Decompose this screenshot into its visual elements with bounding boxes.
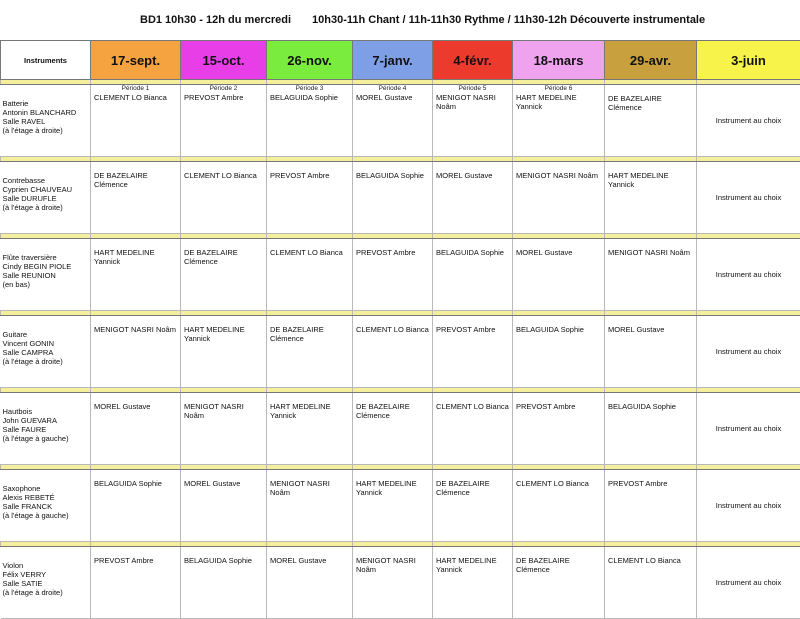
period-label: Période 6 (513, 85, 604, 93)
instrument-line: Salle REUNION (3, 271, 88, 280)
student-name (353, 239, 432, 257)
student-name (513, 470, 604, 488)
rotation-table (0, 40, 800, 619)
student-name-line: Noâm (436, 102, 509, 111)
student-name-line: CLEMENT LO Bianca (608, 556, 693, 565)
student-name-line: BELAGUIDA Sophie (356, 171, 429, 180)
student-name (433, 547, 512, 574)
student-name-line: CLEMENT LO Bianca (184, 171, 263, 180)
instrument-line: (à l'étage à gauche) (3, 511, 88, 520)
student-name (267, 393, 352, 420)
student-cell (433, 393, 513, 465)
table-row (1, 393, 800, 465)
student-name (353, 162, 432, 180)
student-cell (353, 85, 433, 157)
student-cell (267, 316, 353, 388)
table-row (1, 470, 800, 542)
student-name-line: BELAGUIDA Sophie (94, 479, 177, 488)
free-choice-cell: Instrument au choix (697, 85, 800, 157)
student-name-line: MOREL Gustave (356, 93, 429, 102)
student-name-line: MENIGOT NASRI (356, 556, 429, 565)
session-program: 10h30-11h Chant / 11h-11h30 Rythme / 11h30-12h Découverte instrumentale (312, 14, 705, 26)
student-name (513, 93, 604, 111)
student-name-line: PREVOST Ambre (608, 479, 693, 488)
free-choice-cell: Instrument au choix (697, 162, 800, 234)
student-name-line: MOREL Gustave (94, 402, 177, 411)
student-name-line: BELAGUIDA Sophie (270, 93, 349, 102)
student-cell (267, 85, 353, 157)
student-name-line: DE BAZELAIRE (356, 402, 429, 411)
student-name-line: PREVOST Ambre (436, 325, 509, 334)
student-name (267, 316, 352, 343)
instrument-line: Salle CAMPRA (3, 348, 88, 357)
student-name (605, 470, 696, 488)
instrument-cell (1, 470, 91, 542)
student-cell (433, 316, 513, 388)
student-name (353, 316, 432, 334)
instrument-line: Salle FAURE (3, 425, 88, 434)
instrument-line: Hautbois (3, 407, 88, 416)
student-cell (513, 162, 605, 234)
date-header: 4-févr. (433, 41, 513, 80)
instrument-line: Salle SATIE (3, 579, 88, 588)
student-name-line: CLEMENT LO Bianca (270, 248, 349, 257)
student-name (91, 393, 180, 411)
student-cell (605, 85, 697, 157)
student-name (513, 239, 604, 257)
student-name (353, 93, 432, 102)
period-label: Période 3 (267, 85, 352, 93)
instrument-line: Vincent GONIN (3, 339, 88, 348)
student-cell (91, 316, 181, 388)
instrument-line: (à l'étage à droite) (3, 357, 88, 366)
student-cell (181, 239, 267, 311)
student-name (513, 162, 604, 180)
student-cell (513, 316, 605, 388)
student-cell (181, 316, 267, 388)
schedule-header (0, 0, 800, 40)
instrument-line: Contrebasse (3, 176, 88, 185)
student-cell (181, 547, 267, 619)
student-cell (513, 547, 605, 619)
student-name-line: Clémence (356, 411, 429, 420)
student-name-line: Clémence (516, 565, 601, 574)
student-name-line: DE BAZELAIRE (184, 248, 263, 257)
student-name (605, 162, 696, 189)
period-label: Période 5 (433, 85, 512, 93)
student-name-line: Clémence (184, 257, 263, 266)
instrument-line: John GUEVARA (3, 416, 88, 425)
student-name (605, 393, 696, 411)
student-name-line: DE BAZELAIRE (608, 94, 693, 103)
student-name-line: Yannick (436, 565, 509, 574)
instrument-line: Batterie (3, 99, 88, 108)
student-cell (267, 393, 353, 465)
instrument-line: Salle FRANCK (3, 502, 88, 511)
student-name (91, 316, 180, 334)
student-name-line: BELAGUIDA Sophie (436, 248, 509, 257)
student-name-line: HART MEDELINE (608, 171, 693, 180)
instrument-line: Alexis REBETÉ (3, 493, 88, 502)
student-name-line: Noâm (184, 411, 263, 420)
student-name-line: DE BAZELAIRE (94, 171, 177, 180)
instrument-cell (1, 239, 91, 311)
student-name-line: PREVOST Ambre (270, 171, 349, 180)
instrument-line: Cindy BEGIN PIOLE (3, 262, 88, 271)
student-cell (605, 316, 697, 388)
instrument-cell (1, 547, 91, 619)
student-name-line: Clémence (608, 103, 693, 112)
student-name-line: MENIGOT NASRI (184, 402, 263, 411)
student-name-line: CLEMENT LO Bianca (516, 479, 601, 488)
student-cell (267, 162, 353, 234)
instrument-line: Antonin BLANCHARD (3, 108, 88, 117)
date-header: 7-janv. (353, 41, 433, 80)
student-cell (91, 162, 181, 234)
student-name-line: Yannick (356, 488, 429, 497)
instrument-line: Flûte traversière (3, 253, 88, 262)
student-name (181, 239, 266, 266)
student-name-line: HART MEDELINE (356, 479, 429, 488)
student-cell (91, 470, 181, 542)
instrument-line: (à l'étage à droite) (3, 126, 88, 135)
student-name (181, 393, 266, 420)
period-label: Période 2 (181, 85, 266, 93)
student-name (605, 239, 696, 257)
session-title: BD1 10h30 - 12h du mercredi (140, 14, 291, 26)
instrument-line: (à l'étage à droite) (3, 588, 88, 597)
instrument-line: Saxophone (3, 484, 88, 493)
student-name (181, 470, 266, 488)
student-cell (181, 393, 267, 465)
student-cell (181, 162, 267, 234)
student-name (605, 85, 696, 112)
student-name-line: PREVOST Ambre (94, 556, 177, 565)
student-name (433, 239, 512, 257)
student-name (433, 162, 512, 180)
student-name (267, 239, 352, 257)
instrument-cell (1, 393, 91, 465)
student-name (267, 470, 352, 497)
student-name-line: Clémence (270, 334, 349, 343)
instrument-line: Guitare (3, 330, 88, 339)
student-name-line: HART MEDELINE (516, 93, 601, 102)
student-name-line: DE BAZELAIRE (270, 325, 349, 334)
free-choice-cell: Instrument au choix (697, 470, 800, 542)
student-name (267, 547, 352, 565)
student-cell (91, 547, 181, 619)
student-cell (91, 239, 181, 311)
student-name-line: CLEMENT LO Bianca (94, 93, 177, 102)
student-cell (433, 239, 513, 311)
student-name (267, 93, 352, 102)
student-name-line: PREVOST Ambre (356, 248, 429, 257)
table-row (1, 316, 800, 388)
student-cell (433, 162, 513, 234)
instrument-line: Salle DURUFLE (3, 194, 88, 203)
student-cell (513, 85, 605, 157)
table-row (1, 239, 800, 311)
table-row (1, 162, 800, 234)
student-name-line: MENIGOT NASRI Noâm (516, 171, 601, 180)
student-name (605, 316, 696, 334)
student-name-line: Yannick (270, 411, 349, 420)
student-name-line: MOREL Gustave (184, 479, 263, 488)
student-cell (513, 470, 605, 542)
student-name-line: PREVOST Ambre (516, 402, 601, 411)
instrument-line: Salle RAVEL (3, 117, 88, 126)
free-choice-cell: Instrument au choix (697, 547, 800, 619)
student-name (513, 393, 604, 411)
date-header: 29-avr. (605, 41, 697, 80)
free-choice-cell: Instrument au choix (697, 316, 800, 388)
date-header: 3-juin (697, 41, 800, 80)
student-name-line: CLEMENT LO Bianca (356, 325, 429, 334)
student-name (433, 316, 512, 334)
student-cell (353, 393, 433, 465)
instrument-line: (en bas) (3, 280, 88, 289)
student-name (353, 547, 432, 574)
student-name-line: BELAGUIDA Sophie (184, 556, 263, 565)
student-name-line: MOREL Gustave (436, 171, 509, 180)
student-name-line: PREVOST Ambre (184, 93, 263, 102)
table-row (1, 547, 800, 619)
instrument-line: (à l'étage à gauche) (3, 434, 88, 443)
student-name (181, 316, 266, 343)
student-name-line: DE BAZELAIRE (436, 479, 509, 488)
student-cell (605, 393, 697, 465)
student-cell (91, 85, 181, 157)
student-name (353, 470, 432, 497)
student-cell (513, 239, 605, 311)
student-name (513, 316, 604, 334)
student-name-line: HART MEDELINE (270, 402, 349, 411)
student-name-line: MENIGOT NASRI Noâm (608, 248, 693, 257)
student-cell (91, 393, 181, 465)
instrument-cell (1, 316, 91, 388)
student-cell (353, 470, 433, 542)
student-name-line: HART MEDELINE (436, 556, 509, 565)
instrument-line: (à l'étage à droite) (3, 203, 88, 212)
student-name-line: Noâm (356, 565, 429, 574)
student-name-line: Yannick (184, 334, 263, 343)
student-cell (353, 162, 433, 234)
student-name-line: MENIGOT NASRI Noâm (94, 325, 177, 334)
student-cell (605, 547, 697, 619)
student-name-line: BELAGUIDA Sophie (516, 325, 601, 334)
date-header-row (1, 41, 800, 80)
student-name (91, 470, 180, 488)
student-name (181, 93, 266, 102)
student-name (91, 547, 180, 565)
date-header: 17-sept. (91, 41, 181, 80)
student-cell (605, 239, 697, 311)
student-name (605, 547, 696, 565)
student-name-line: MENIGOT NASRI Noâm (270, 479, 349, 497)
student-name (433, 93, 512, 111)
student-name (513, 547, 604, 574)
date-header: 15-oct. (181, 41, 267, 80)
instrument-cell (1, 162, 91, 234)
student-cell (433, 470, 513, 542)
student-cell (605, 162, 697, 234)
free-choice-cell: Instrument au choix (697, 393, 800, 465)
student-name-line: Yannick (94, 257, 177, 266)
student-cell (353, 547, 433, 619)
student-name (91, 162, 180, 189)
free-choice-cell: Instrument au choix (697, 239, 800, 311)
student-name-line: MOREL Gustave (608, 325, 693, 334)
student-name-line: Yannick (516, 102, 601, 111)
student-cell (605, 470, 697, 542)
student-name (433, 470, 512, 497)
student-cell (267, 547, 353, 619)
student-cell (353, 239, 433, 311)
student-name-line: Clémence (436, 488, 509, 497)
student-cell (267, 470, 353, 542)
student-cell (513, 393, 605, 465)
student-cell (353, 316, 433, 388)
student-name (181, 547, 266, 565)
student-cell (181, 470, 267, 542)
student-name (91, 239, 180, 266)
student-name-line: MENIGOT NASRI (436, 93, 509, 102)
student-name (433, 393, 512, 411)
instrument-line: Cyprien CHAUVEAU (3, 185, 88, 194)
student-cell (181, 85, 267, 157)
student-name (353, 393, 432, 420)
period-label: Période 1 (91, 85, 180, 93)
student-name-line: Yannick (608, 180, 693, 189)
instrument-line: Félix VERRY (3, 570, 88, 579)
student-name (91, 93, 180, 102)
student-name-line: CLEMENT LO Bianca (436, 402, 509, 411)
date-header: 18-mars (513, 41, 605, 80)
period-label: Période 4 (353, 85, 432, 93)
student-cell (433, 547, 513, 619)
date-header: 26-nov. (267, 41, 353, 80)
table-body (1, 80, 800, 619)
table-row (1, 85, 800, 157)
student-name-line: MOREL Gustave (516, 248, 601, 257)
student-name-line: HART MEDELINE (94, 248, 177, 257)
student-name-line: DE BAZELAIRE (516, 556, 601, 565)
student-name-line: MOREL Gustave (270, 556, 349, 565)
instruments-column-header: Instruments (1, 41, 91, 80)
student-name (267, 162, 352, 180)
instrument-line: Violon (3, 561, 88, 570)
student-name (181, 162, 266, 180)
student-name-line: HART MEDELINE (184, 325, 263, 334)
student-name-line: Clémence (94, 180, 177, 189)
student-cell (433, 85, 513, 157)
instrument-cell (1, 85, 91, 157)
student-name-line: BELAGUIDA Sophie (608, 402, 693, 411)
student-cell (267, 239, 353, 311)
